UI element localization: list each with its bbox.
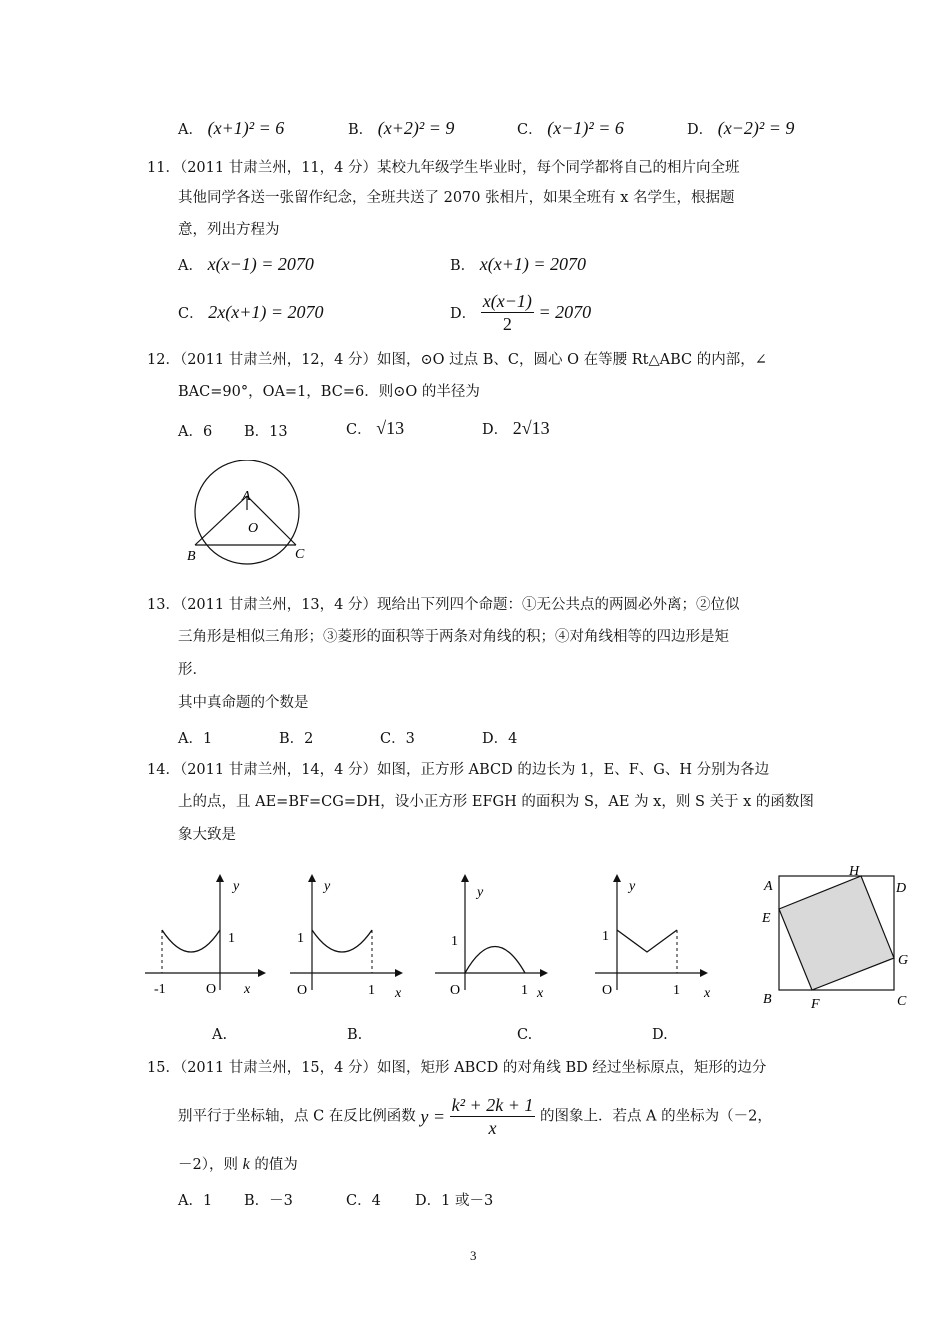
- label-y: y: [477, 885, 484, 900]
- label-x-one: 1: [368, 983, 375, 998]
- curve: [312, 930, 372, 952]
- q11-line-3: 意，列出方程为: [178, 222, 280, 238]
- q10-option-c-expr: (x−1)² = 6: [547, 118, 624, 138]
- q13-option-b: B．2: [279, 731, 314, 747]
- q11-option-a: [178, 254, 314, 275]
- x-axis-arrow: [395, 969, 403, 977]
- label-c: C: [295, 547, 305, 562]
- q15-function-denominator: x: [488, 1118, 497, 1138]
- q14-graph-a: [140, 870, 270, 1000]
- q12-option-a: [178, 420, 212, 441]
- q11-option-c-letter: C．: [178, 306, 204, 322]
- q11-option-d-denominator: 2: [502, 314, 512, 334]
- curve: [162, 930, 220, 952]
- q10-option-a: [178, 118, 284, 139]
- label-x: x: [704, 986, 711, 1000]
- label-origin: O: [602, 983, 613, 998]
- square-efgh: [779, 876, 894, 990]
- q14-line-3: 象大致是: [178, 827, 236, 843]
- x-axis-arrow: [700, 969, 708, 977]
- label-origin: O: [297, 983, 308, 998]
- q11-option-b-letter: B．: [450, 258, 476, 274]
- q13-option-d: D．4: [482, 731, 518, 747]
- q10-option-a-expr: (x+1)² = 6: [207, 118, 285, 138]
- q11-option-b-expr: x(x+1) = 2070: [479, 254, 587, 274]
- label-h: H: [849, 864, 860, 879]
- label-y: y: [629, 879, 636, 894]
- q15-line-2: [178, 1094, 772, 1139]
- q12-option-b-text: 13: [269, 424, 288, 440]
- q12-option-c: [346, 418, 404, 439]
- q14-option-d: D.: [652, 1027, 668, 1043]
- q14-square-figure: [755, 860, 920, 1015]
- q15-option-d: D．1 或－3: [415, 1193, 494, 1209]
- x-axis-arrow: [540, 969, 548, 977]
- q14-graph-c: [430, 870, 560, 1000]
- q10-option-d-expr: (x−2)² = 9: [717, 118, 795, 138]
- label-a: A: [764, 879, 773, 894]
- q12-circle-figure: [185, 460, 315, 570]
- label-d: D: [896, 881, 907, 896]
- q15-line-3: [178, 1155, 298, 1175]
- q15-line-3-post: 的值为: [254, 1157, 298, 1173]
- q13-line-3: 形．: [178, 662, 207, 678]
- q11-option-d: [450, 290, 591, 335]
- q11-line-2: 其他同学各送一张留作纪念，全班共送了 2070 张相片，如果全班有 x 名学生，根据题: [178, 190, 735, 206]
- q15-line-3-pre: －2），则: [178, 1157, 238, 1173]
- label-o: O: [248, 521, 259, 536]
- q11-option-d-fraction: [481, 290, 534, 335]
- q14-option-c: C.: [517, 1027, 533, 1043]
- q10-option-d-letter: D．: [687, 122, 714, 138]
- label-e: E: [762, 911, 771, 926]
- q12-line-2: BAC=90°，OA=1，BC=6．则⊙O 的半径为: [178, 384, 480, 400]
- label-x-one: 1: [521, 983, 528, 998]
- q10-option-b-letter: B．: [348, 122, 374, 138]
- q15-option-c: C．4: [346, 1193, 381, 1209]
- q12-line-1: 12．（2011 甘肃兰州，12，4 分）如图，⊙O 过点 B、C，圆心 O 在等腰 Rt△ABC 的内部，∠: [147, 352, 767, 368]
- q15-line-2-post: 的图象上．若点 A 的坐标为（－2，: [539, 1108, 772, 1125]
- q11-option-d-letter: D．: [450, 306, 477, 322]
- y-axis-arrow: [613, 874, 621, 882]
- y-axis-arrow: [308, 874, 316, 882]
- q15-option-b: B．－3: [244, 1193, 293, 1209]
- q14-line-2: 上的点，且 AE=BF=CG=DH，设小正方形 EFGH 的面积为 S，AE 为 x，则 S 关于 x 的函数图: [178, 794, 814, 810]
- q11-option-b: [450, 254, 586, 275]
- q14-option-b: B.: [347, 1027, 363, 1043]
- q10-option-c: [517, 118, 624, 139]
- q12-option-b-letter: B．: [244, 424, 270, 440]
- q11-option-c-expr: 2x(x+1) = 2070: [208, 302, 324, 322]
- q11-line-1: 11．（2011 甘肃兰州，11，4 分）某校九年级学生毕业时，每个同学都将自己的相片向全班: [147, 160, 740, 176]
- q12-option-b: [244, 420, 288, 441]
- q12-option-d-text: 2√13: [512, 418, 550, 438]
- triangle-side-ab: [195, 496, 247, 545]
- label-b: B: [187, 549, 196, 564]
- q11-option-d-numerator: x(x−1): [482, 291, 532, 311]
- q11-option-c: [178, 302, 323, 323]
- label-y: y: [233, 879, 240, 894]
- label-x-one: 1: [673, 983, 680, 998]
- q13-line-1: 13．（2011 甘肃兰州，13，4 分）现给出下列四个命题：①无公共点的两圆必外离；②位似: [147, 597, 740, 613]
- q10-option-b-expr: (x+2)² = 9: [377, 118, 455, 138]
- q12-option-a-text: 6: [202, 424, 213, 440]
- label-origin: O: [450, 983, 461, 998]
- label-one: 1: [451, 934, 458, 949]
- q15-line-1: 15．（2011 甘肃兰州，15，4 分）如图，矩形 ABCD 的对角线 BD 经过坐标原点，矩形的边分: [147, 1060, 767, 1076]
- q13-line-2: 三角形是相似三角形；③菱形的面积等于两条对角线的积；④对角线相等的四边形是矩: [178, 629, 729, 645]
- label-one: 1: [228, 931, 235, 946]
- q14-graph-b: [285, 870, 415, 1000]
- q12-option-a-letter: A．: [178, 424, 203, 440]
- label-neg-one: -1: [154, 982, 166, 997]
- curve: [617, 930, 677, 952]
- q15-function-lhs: y =: [420, 1106, 446, 1127]
- label-x: x: [537, 986, 544, 1000]
- q12-option-c-letter: C．: [346, 422, 372, 438]
- q15-line-2-pre: 别平行于坐标轴，点 C 在反比例函数: [178, 1108, 416, 1125]
- q10-option-a-letter: A．: [178, 122, 203, 138]
- q12-option-c-text: √13: [376, 418, 405, 438]
- q14-graph-d: [590, 870, 720, 1000]
- q12-option-d: [482, 418, 550, 439]
- label-a: A: [242, 489, 251, 504]
- q11-option-d-rhs: = 2070: [538, 302, 592, 322]
- q10-option-c-letter: C．: [517, 122, 543, 138]
- q15-variable-k: k: [242, 1156, 250, 1173]
- label-origin: O: [206, 982, 217, 997]
- q11-option-a-letter: A．: [178, 258, 203, 274]
- label-c: C: [897, 994, 907, 1009]
- x-axis-arrow: [258, 969, 266, 977]
- q11-option-a-expr: x(x−1) = 2070: [207, 254, 314, 274]
- label-b: B: [763, 992, 772, 1007]
- label-x: x: [244, 982, 251, 997]
- page-number: 3: [470, 1248, 477, 1263]
- label-y: y: [324, 879, 331, 894]
- q14-option-a: A.: [212, 1027, 228, 1043]
- q13-line-4: 其中真命题的个数是: [178, 695, 309, 711]
- label-g: G: [898, 953, 909, 968]
- y-axis-arrow: [216, 874, 224, 882]
- label-one: 1: [297, 931, 304, 946]
- curve: [465, 947, 525, 974]
- circle-o: [195, 460, 299, 564]
- label-f: F: [811, 997, 820, 1012]
- q14-line-1: 14．（2011 甘肃兰州，14，4 分）如图，正方形 ABCD 的边长为 1，E、F、G、H 分别为各边: [147, 762, 770, 778]
- q10-option-b: [348, 118, 454, 139]
- q13-option-a: A．1: [178, 731, 213, 747]
- q10-option-d: [687, 118, 794, 139]
- q15-option-a: A．1: [178, 1193, 213, 1209]
- label-one: 1: [602, 929, 609, 944]
- q15-function-numerator: k² + 2k + 1: [451, 1095, 534, 1115]
- q15-function-fraction: [450, 1094, 536, 1139]
- label-x: x: [395, 986, 402, 1000]
- y-axis-arrow: [461, 874, 469, 882]
- q12-option-d-letter: D．: [482, 422, 509, 438]
- q13-option-c: C．3: [380, 731, 415, 747]
